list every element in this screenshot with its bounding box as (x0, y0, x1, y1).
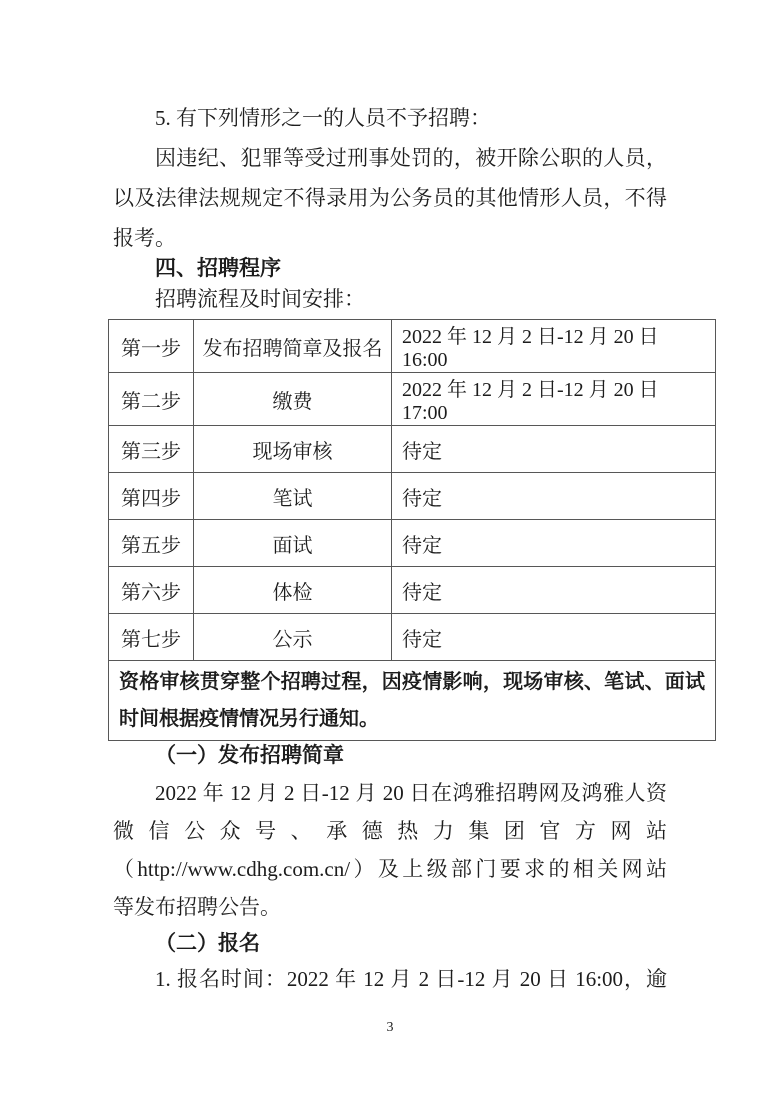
table-cell-step: 第四步 (109, 473, 194, 520)
table-cell-item: 现场审核 (194, 426, 392, 473)
paragraph-line: 2022 年 12 月 2 日-12 月 20 日在鸿雅招聘网及鸿雅人资 (155, 781, 667, 805)
table-cell-time: 待定 (392, 520, 716, 567)
section-heading-recruitment-procedure: 四、招聘程序 (155, 256, 281, 280)
paragraph-line: 微信公众号、承德热力集团官方网站 (113, 819, 667, 843)
table-row (109, 320, 716, 373)
table-row (109, 373, 716, 426)
table-cell-item: 笔试 (194, 473, 392, 520)
table-row (109, 567, 716, 614)
table-cell-item: 公示 (194, 614, 392, 661)
table-cell-time: 待定 (392, 567, 716, 614)
table-cell-time: 待定 (392, 473, 716, 520)
paragraph-line: 1. 报名时间：2022 年 12 月 2 日-12 月 20 日 16:00，逾 (155, 967, 667, 991)
table-cell-step: 第五步 (109, 520, 194, 567)
paragraph-line: 等发布招聘公告。 (113, 895, 281, 919)
table-cell-time: 待定 (392, 614, 716, 661)
paragraph-line: 报考。 (113, 226, 176, 250)
table-cell-item: 面试 (194, 520, 392, 567)
paragraph-line: 因违纪、犯罪等受过刑事处罚的，被开除公职的人员， (155, 146, 667, 170)
table-cell-step: 第六步 (109, 567, 194, 614)
section-heading-registration: （二）报名 (155, 931, 260, 955)
recruitment-schedule-table (108, 319, 716, 741)
table-row (109, 426, 716, 473)
table-cell-step: 第三步 (109, 426, 194, 473)
table-row (109, 614, 716, 661)
table-cell-item: 缴费 (194, 373, 392, 426)
paragraph-line: 以及法律法规规定不得录用为公务员的其他情形人员，不得 (113, 186, 667, 210)
table-note-row (109, 661, 716, 741)
table-cell-time: 2022 年 12 月 2 日-12 月 20 日 16:00 (392, 320, 716, 373)
paragraph-line: 5. 有下列情形之一的人员不予招聘： (155, 106, 491, 130)
table-row (109, 520, 716, 567)
table-cell-item: 发布招聘简章及报名 (194, 320, 392, 373)
table-row (109, 473, 716, 520)
table-cell-time: 待定 (392, 426, 716, 473)
table-intro-line: 招聘流程及时间安排： (155, 287, 365, 311)
table-cell-item: 体检 (194, 567, 392, 614)
table-cell-step: 第七步 (109, 614, 194, 661)
table-cell-step: 第一步 (109, 320, 194, 373)
paragraph-line-with-url: （http://www.cdhg.com.cn/）及上级部门要求的相关网站 (113, 857, 667, 881)
section-heading-publish-announcement: （一）发布招聘简章 (155, 743, 344, 767)
page-number: 3 (386, 1020, 394, 1035)
table-note-text: 资格审核贯穿整个招聘过程，因疫情影响，现场审核、笔试、面试时间根据疫情情况另行通知。 (109, 661, 716, 741)
table-cell-step: 第二步 (109, 373, 194, 426)
table-cell-time: 2022 年 12 月 2 日-12 月 20 日 17:00 (392, 373, 716, 426)
